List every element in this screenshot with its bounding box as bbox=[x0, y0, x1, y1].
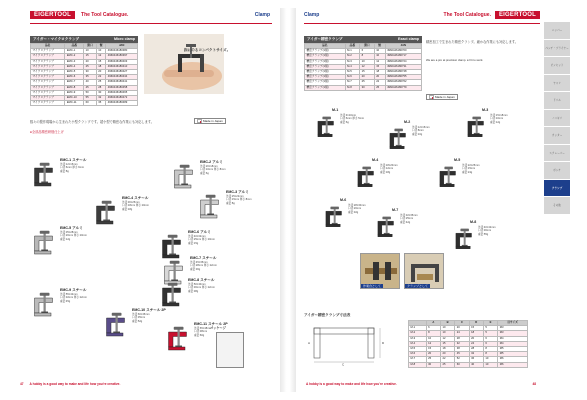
table-header-cell: E bbox=[483, 321, 497, 326]
table-cell: 12 bbox=[96, 54, 105, 59]
category-tab[interactable]: スクレーパー bbox=[544, 145, 570, 162]
catalogue-title-right: The Tool Catalogue. bbox=[443, 12, 491, 18]
table-header-cell: 懐 bbox=[96, 44, 105, 49]
table-header-cell: JAN bbox=[385, 44, 421, 49]
product-spec: 外径:40×32mm 口径:25mm 厚さ:10mm 重量:15g bbox=[188, 235, 215, 245]
left-note: ●全部品精密研削仕上げ bbox=[30, 130, 64, 134]
table-cell: 20 bbox=[84, 59, 97, 64]
table-cell: 30 bbox=[360, 85, 375, 90]
table-cell: EMC-1 bbox=[65, 49, 84, 54]
table-cell: 精密クランプ(1個) bbox=[305, 80, 346, 85]
table-row bbox=[305, 64, 422, 69]
category-tabs bbox=[544, 22, 570, 215]
table-cell: EMC-7 bbox=[65, 80, 84, 85]
category-tab[interactable]: ニッパー bbox=[544, 22, 570, 39]
table-cell: M-8 bbox=[345, 85, 360, 90]
table-cell: 4960446180748 bbox=[385, 70, 421, 75]
product-name: EMC-7 スチール bbox=[190, 256, 217, 260]
table-cell: 8 bbox=[426, 331, 440, 336]
table-cell: 5 bbox=[483, 331, 497, 336]
right-footer bbox=[306, 380, 556, 388]
clamp-product-icon bbox=[164, 326, 194, 356]
table-cell: 38 bbox=[455, 347, 469, 352]
table-header-cell: B bbox=[440, 321, 454, 326]
table-row bbox=[409, 362, 528, 367]
diagram-title: アイガー精密クランプ寸法表 bbox=[304, 313, 351, 317]
product-name: EMC-11 スチール 2P bbox=[194, 322, 228, 326]
clamp-photo bbox=[404, 253, 444, 289]
product-name: EMC-1 スチール bbox=[60, 158, 87, 162]
table-cell: 6 bbox=[360, 49, 375, 54]
table-cell: 25 bbox=[84, 64, 97, 69]
exact-table-title-en: Exact clamp bbox=[398, 37, 419, 41]
table-cell: 12 bbox=[426, 341, 440, 346]
product-name: M-4 bbox=[372, 158, 379, 162]
left-intro: 数々の製作現場から生まれた小型クランプです。超小型で精密な作業にも対応します。 bbox=[30, 120, 154, 124]
table-cell: 精密クランプ(1個) bbox=[305, 85, 346, 90]
left-footer bbox=[20, 380, 270, 388]
right-intro-en: We are a pro at precision clamp. ● Fit to work. bbox=[426, 58, 484, 62]
table-cell: マイクロクランプ bbox=[31, 96, 65, 101]
table-cell: 24 bbox=[469, 341, 483, 346]
table-header-cell: 懐 bbox=[374, 44, 385, 49]
section-title-right: Clamp bbox=[304, 12, 320, 18]
table-cell: M4 bbox=[498, 336, 528, 341]
clamp-product-icon bbox=[30, 292, 60, 322]
table-cell: 32 bbox=[469, 352, 483, 357]
made-in-label-right: Made in Japan bbox=[435, 95, 455, 99]
svg-text:C: C bbox=[342, 362, 345, 366]
table-cell: 5 bbox=[483, 326, 497, 331]
table-cell: 25 bbox=[426, 357, 440, 362]
table-cell: 15 bbox=[96, 59, 105, 64]
product-spec: 外径:30×25mm 口径:18mm 厚さ:10mm 重量:18g bbox=[122, 201, 149, 211]
left-footer-text: A hobby is a good way to make and life how you're creative. bbox=[29, 382, 121, 386]
table-cell: 24 bbox=[455, 331, 469, 336]
table-cell: 20 bbox=[426, 352, 440, 357]
right-page bbox=[296, 8, 569, 392]
page-gutter bbox=[280, 8, 296, 392]
table-cell: 50 bbox=[84, 90, 97, 95]
category-tab[interactable]: ピンセット bbox=[544, 57, 570, 74]
table-cell: 4960446180489 bbox=[106, 101, 138, 106]
table-cell: 15 bbox=[426, 347, 440, 352]
table-cell: 28 bbox=[96, 85, 105, 90]
product-name: EMC-9 スチール bbox=[60, 288, 87, 292]
table-cell: 4960446180700 bbox=[385, 49, 421, 54]
table-cell: M-7 bbox=[345, 80, 360, 85]
table-header-cell: 品名 bbox=[305, 44, 346, 49]
table-row bbox=[305, 85, 422, 90]
right-page-number: 48 bbox=[532, 382, 536, 386]
category-tab[interactable]: その他 bbox=[544, 197, 570, 214]
product-name: M-7 bbox=[392, 208, 399, 212]
table-cell: 28 bbox=[469, 347, 483, 352]
photo-caption-workbench: 作業台として bbox=[363, 284, 382, 288]
exact-spec-table bbox=[304, 43, 422, 91]
product-spec: 外径:32×35mm 口径:25mm 重量:42g bbox=[400, 214, 418, 224]
product-spec: 外径:45×35mm 口径:28mm 厚さ:12mm 重量:30g bbox=[190, 261, 217, 271]
product-spec: 外径:18×20mm 口径:12mm 重量:18g bbox=[380, 164, 398, 174]
table-cell: M6 bbox=[498, 362, 528, 367]
table-cell: マイクロクランプ bbox=[31, 49, 65, 54]
table-cell: マイクロクランプ bbox=[31, 54, 65, 59]
photo-caption-clamp: クランプとして bbox=[407, 284, 429, 288]
workbench-photo bbox=[360, 253, 400, 289]
table-cell: 10 bbox=[84, 49, 97, 54]
product-name: EMC-4 スチール bbox=[122, 196, 149, 200]
table-cell: 52 bbox=[455, 357, 469, 362]
table-cell: マイクロクランプ bbox=[31, 59, 65, 64]
table-cell: EMC-5 bbox=[65, 70, 84, 75]
table-cell: EMC-6 bbox=[65, 75, 84, 80]
table-cell: 4960446180380 bbox=[106, 49, 138, 54]
table-cell: 35 bbox=[84, 75, 97, 80]
table-cell: M3 bbox=[498, 326, 528, 331]
table-cell: 10 bbox=[483, 362, 497, 367]
right-header bbox=[296, 8, 566, 22]
table-cell: 10 bbox=[440, 326, 454, 331]
table-cell: 10 bbox=[96, 49, 105, 54]
table-cell: M5 bbox=[498, 352, 528, 357]
clamp-product-icon bbox=[386, 124, 412, 158]
hand-caption: 指にのるコンパクトサイズ。 bbox=[184, 48, 231, 52]
table-cell: 18 bbox=[96, 64, 105, 69]
product-spec: 外径:9×10mm 口径:6mm 厚さ:5mm 重量:6g bbox=[340, 114, 365, 124]
category-tab[interactable]: ヤスリ bbox=[544, 75, 570, 92]
product-spec: 外径:65×48mm 口径:38mm 重量:60g bbox=[194, 327, 212, 337]
table-cell: 精密クランプ(1個) bbox=[305, 64, 346, 69]
category-tab[interactable]: ノコギリ bbox=[544, 110, 570, 127]
table-cell: M-4 bbox=[345, 64, 360, 69]
category-tab[interactable]: カッター bbox=[544, 127, 570, 144]
table-cell: 25 bbox=[440, 362, 454, 367]
table-cell: EMC-2 bbox=[65, 54, 84, 59]
table-row bbox=[305, 54, 422, 59]
table-row bbox=[305, 70, 422, 75]
table-cell: 28 bbox=[455, 336, 469, 341]
right-footer-text: A hobby is a good way to make and life how you're creative. bbox=[306, 382, 397, 386]
table-cell: 4960446180410 bbox=[106, 64, 138, 69]
table-cell: 22 bbox=[440, 357, 454, 362]
category-tab[interactable]: クランプ bbox=[544, 180, 570, 197]
table-cell: マイクロクランプ bbox=[31, 90, 65, 95]
table-cell: 22 bbox=[374, 80, 385, 85]
table-cell: 20 bbox=[469, 336, 483, 341]
table-cell: M-8 bbox=[409, 362, 427, 367]
table-header-cell: 品番 bbox=[345, 44, 360, 49]
table-cell: 4960446180779 bbox=[385, 85, 421, 90]
table-cell: EMC-10 bbox=[65, 96, 84, 101]
table-cell: EMC-3 bbox=[65, 59, 84, 64]
micro-spec-table bbox=[30, 43, 138, 106]
table-header-cell: C bbox=[455, 321, 469, 326]
product-name: M-1 bbox=[332, 108, 339, 112]
table-row bbox=[305, 80, 422, 85]
table-cell: 45 bbox=[84, 85, 97, 90]
table-cell: M-1 bbox=[409, 326, 427, 331]
product-name: EMC-2 アルミ bbox=[200, 160, 223, 164]
table-cell: EMC-9 bbox=[65, 90, 84, 95]
table-cell: 4960446180731 bbox=[385, 64, 421, 69]
table-cell: 15 bbox=[360, 70, 375, 75]
table-cell: 18 bbox=[469, 331, 483, 336]
table-cell: M-6 bbox=[345, 75, 360, 80]
made-in-label: Made in Japan bbox=[203, 119, 223, 123]
clamp-product-icon bbox=[452, 224, 478, 258]
table-cell: 60 bbox=[84, 101, 97, 106]
header-rule-right bbox=[304, 23, 540, 24]
table-cell: 10 bbox=[483, 357, 497, 362]
table-cell: 4960446180403 bbox=[106, 59, 138, 64]
product-spec: 外径:50×40mm 口径:30mm 厚さ:12mm 重量:38g bbox=[188, 283, 215, 293]
table-cell: 10 bbox=[440, 331, 454, 336]
table-cell: 25 bbox=[96, 80, 105, 85]
table-cell: M-4 bbox=[409, 341, 427, 346]
table-cell: M4 bbox=[498, 341, 528, 346]
product-spec: 外径:15×18mm 口径:10mm 重量:12g bbox=[490, 114, 508, 124]
exact-table-title bbox=[304, 36, 422, 43]
table-cell: 6 bbox=[483, 336, 497, 341]
brand-logo-right: EIGERTOOL bbox=[495, 11, 540, 19]
hand-with-clamp-illustration bbox=[144, 34, 224, 94]
table-cell: 4960446180458 bbox=[106, 85, 138, 90]
table-cell: 10 bbox=[426, 336, 440, 341]
micro-table-title bbox=[30, 36, 138, 43]
product-name: M-8 bbox=[470, 220, 477, 224]
table-cell: 20 bbox=[96, 70, 105, 75]
table-cell: 10 bbox=[360, 59, 375, 64]
table-cell: 6 bbox=[483, 341, 497, 346]
table-cell: 60 bbox=[455, 362, 469, 367]
left-header bbox=[10, 8, 280, 22]
clamp-product-icon bbox=[102, 312, 132, 342]
table-cell: M-5 bbox=[345, 70, 360, 75]
section-title: Clamp bbox=[254, 12, 270, 18]
product-spec: 外径:55×42mm 口径:32mm 厚さ:12mm 重量:45g bbox=[60, 293, 87, 303]
table-cell: M-3 bbox=[345, 59, 360, 64]
table-cell: マイクロクランプ bbox=[31, 70, 65, 75]
micro-table-title-en: Micro clamp bbox=[114, 37, 135, 41]
table-cell: 18 bbox=[440, 347, 454, 352]
product-spec: 外径:60×45mm 口径:35mm 重量:52g bbox=[132, 313, 150, 323]
exact-table-title-jp: アイガー精密クランプ bbox=[307, 37, 343, 41]
table-cell: 15 bbox=[374, 64, 385, 69]
table-cell: 8 bbox=[483, 347, 497, 352]
table-cell: 20 bbox=[440, 352, 454, 357]
package-image bbox=[216, 332, 244, 368]
table-cell: M-2 bbox=[345, 54, 360, 59]
clamp-product-icon bbox=[314, 112, 340, 146]
left-page-number: 47 bbox=[20, 382, 24, 386]
right-intro: 精密加工で生まれた精密クランプ。細かな作業にも対応します。 bbox=[426, 40, 518, 44]
table-cell: 32 bbox=[455, 341, 469, 346]
table-cell: EMC-4 bbox=[65, 64, 84, 69]
product-name: EMC-3 アルミ bbox=[226, 190, 249, 194]
product-spec: 外径:22×25mm 口径:15mm 重量:24g bbox=[462, 164, 480, 174]
table-header-cell: 品名 bbox=[31, 44, 65, 49]
table-cell: 30 bbox=[426, 362, 440, 367]
table-cell: 35 bbox=[96, 101, 105, 106]
table-header-cell: 品番 bbox=[65, 44, 84, 49]
table-cell: 30 bbox=[96, 90, 105, 95]
table-header-cell: D bbox=[469, 321, 483, 326]
product-name: M-6 bbox=[340, 198, 347, 202]
table-cell: 15 bbox=[469, 326, 483, 331]
category-tab[interactable]: ドリル bbox=[544, 92, 570, 109]
table-header-cell: 開口 bbox=[360, 44, 375, 49]
table-cell: 25 bbox=[374, 85, 385, 90]
product-spec: 外径:20×18mm 口径:10mm 厚さ:8mm 重量:6g bbox=[200, 165, 226, 175]
table-cell: 45 bbox=[455, 352, 469, 357]
svg-text:D: D bbox=[382, 341, 385, 345]
table-cell: M3 bbox=[498, 331, 528, 336]
table-header-cell: JAN bbox=[106, 44, 138, 49]
table-cell: 8 bbox=[483, 352, 497, 357]
table-cell: 10 bbox=[374, 49, 385, 54]
made-in-japan-badge-right bbox=[426, 94, 458, 100]
table-cell: マイクロクランプ bbox=[31, 85, 65, 90]
svg-text:A: A bbox=[308, 341, 311, 345]
table-cell: 30 bbox=[84, 70, 97, 75]
table-cell: 4960446180427 bbox=[106, 70, 138, 75]
left-page bbox=[10, 8, 280, 392]
clamp-product-icon bbox=[322, 202, 348, 236]
product-spec: 外径:40×42mm 口径:30mm 重量:55g bbox=[478, 226, 496, 236]
product-name: EMC-5 アルミ bbox=[60, 226, 83, 230]
table-cell: 4960446180441 bbox=[106, 80, 138, 85]
table-cell: M5 bbox=[498, 347, 528, 352]
product-spec: 外径:12×15mm 口径:8mm 重量:10g bbox=[412, 126, 430, 136]
table-cell: M-7 bbox=[409, 357, 427, 362]
brand-logo: EIGERTOOL bbox=[30, 11, 75, 19]
table-cell: 40 bbox=[469, 362, 483, 367]
category-tab[interactable]: ペンチ・プライヤー bbox=[544, 40, 570, 57]
product-name: EMC-10 スチール 2P bbox=[132, 308, 166, 312]
table-cell: M6 bbox=[498, 357, 528, 362]
table-cell: マイクロクランプ bbox=[31, 64, 65, 69]
table-cell: 15 bbox=[440, 341, 454, 346]
dimension-table bbox=[408, 320, 528, 368]
table-cell: 20 bbox=[360, 75, 375, 80]
table-row bbox=[305, 59, 422, 64]
product-spec: 外径:35×28mm 口径:20mm 厚さ:10mm 重量:12g bbox=[60, 231, 87, 241]
japan-flag-icon bbox=[429, 95, 434, 98]
catalogue-title: The Tool Catalogue. bbox=[81, 12, 129, 18]
table-cell: マイクロクランプ bbox=[31, 75, 65, 80]
table-cell: 4960446180717 bbox=[385, 54, 421, 59]
table-cell: 20 bbox=[455, 326, 469, 331]
product-spec: 外径:28×30mm 口径:20mm 重量:32g bbox=[348, 204, 366, 214]
table-cell: 20 bbox=[374, 75, 385, 80]
table-cell: 12 bbox=[374, 59, 385, 64]
table-cell: EMC-11 bbox=[65, 101, 84, 106]
table-cell: 12 bbox=[440, 336, 454, 341]
table-cell: 4960446180465 bbox=[106, 90, 138, 95]
table-cell: 4960446180755 bbox=[385, 75, 421, 80]
japan-flag-icon bbox=[197, 119, 202, 122]
table-cell: M-6 bbox=[409, 352, 427, 357]
table-cell: 精密クランプ(1個) bbox=[305, 75, 346, 80]
clamp-product-icon bbox=[354, 162, 380, 196]
product-spec: 外径:12×15mm 口径:6mm 厚さ:6mm 重量:8g bbox=[60, 163, 85, 173]
category-tab[interactable]: ポンチ bbox=[544, 162, 570, 179]
product-name: M-2 bbox=[404, 120, 411, 124]
clamp-product-icon bbox=[374, 212, 400, 246]
table-cell: M-3 bbox=[409, 336, 427, 341]
table-cell: 4960446180762 bbox=[385, 80, 421, 85]
table-cell: マイクロクランプ bbox=[31, 80, 65, 85]
table-cell: 15 bbox=[84, 54, 97, 59]
clamp-product-icon bbox=[92, 200, 122, 230]
table-cell: 32 bbox=[96, 96, 105, 101]
table-cell: 6 bbox=[426, 326, 440, 331]
clamp-product-icon bbox=[436, 162, 462, 196]
table-cell: M-2 bbox=[409, 331, 427, 336]
clamp-dimension-diagram bbox=[306, 322, 398, 366]
table-cell: 精密クランプ(1個) bbox=[305, 49, 346, 54]
clamp-product-icon bbox=[196, 194, 226, 224]
table-header-cell: 開口 bbox=[84, 44, 97, 49]
table-cell: M-5 bbox=[409, 347, 427, 352]
table-row bbox=[31, 101, 138, 106]
table-cell: 25 bbox=[360, 80, 375, 85]
package-label: パッケージ bbox=[210, 326, 226, 330]
micro-table-title-jp: アイガー・マイクロクランプ bbox=[33, 37, 80, 41]
table-cell: 精密クランプ(1個) bbox=[305, 70, 346, 75]
table-cell: 12 bbox=[360, 64, 375, 69]
clamp-product-icon bbox=[30, 162, 60, 192]
table-header-cell: Ⓒサイズ bbox=[498, 321, 528, 326]
hand-photo bbox=[144, 34, 224, 94]
clamp-product-icon bbox=[170, 164, 200, 194]
table-cell: 8 bbox=[360, 54, 375, 59]
product-name: EMC-6 アルミ bbox=[188, 230, 211, 234]
clamp-product-icon bbox=[30, 230, 60, 260]
table-cell: 4960446180434 bbox=[106, 75, 138, 80]
made-in-japan-badge bbox=[194, 118, 226, 124]
product-name: EMC-8 スチール bbox=[188, 278, 215, 282]
table-cell: 4960446180472 bbox=[106, 96, 138, 101]
table-cell: マイクロクランプ bbox=[31, 101, 65, 106]
product-name: M-5 bbox=[454, 158, 461, 162]
header-rule bbox=[30, 23, 272, 24]
table-cell: 4960446180397 bbox=[106, 54, 138, 59]
table-cell: EMC-8 bbox=[65, 85, 84, 90]
table-header-cell: A bbox=[426, 321, 440, 326]
table-cell: 40 bbox=[84, 80, 97, 85]
table-cell: 10 bbox=[374, 54, 385, 59]
table-cell: 36 bbox=[469, 357, 483, 362]
table-cell: 18 bbox=[374, 70, 385, 75]
product-spec: 外径:25×22mm 口径:15mm 厚さ:8mm 重量:8g bbox=[226, 195, 252, 205]
clamp-product-icon bbox=[464, 112, 490, 146]
table-cell: 55 bbox=[84, 96, 97, 101]
product-name: M-3 bbox=[482, 108, 489, 112]
table-cell: 4960446180724 bbox=[385, 59, 421, 64]
table-cell: M-1 bbox=[345, 49, 360, 54]
table-cell: 22 bbox=[96, 75, 105, 80]
table-cell: 精密クランプ(1個) bbox=[305, 59, 346, 64]
table-cell: 精密クランプ(1個) bbox=[305, 54, 346, 59]
